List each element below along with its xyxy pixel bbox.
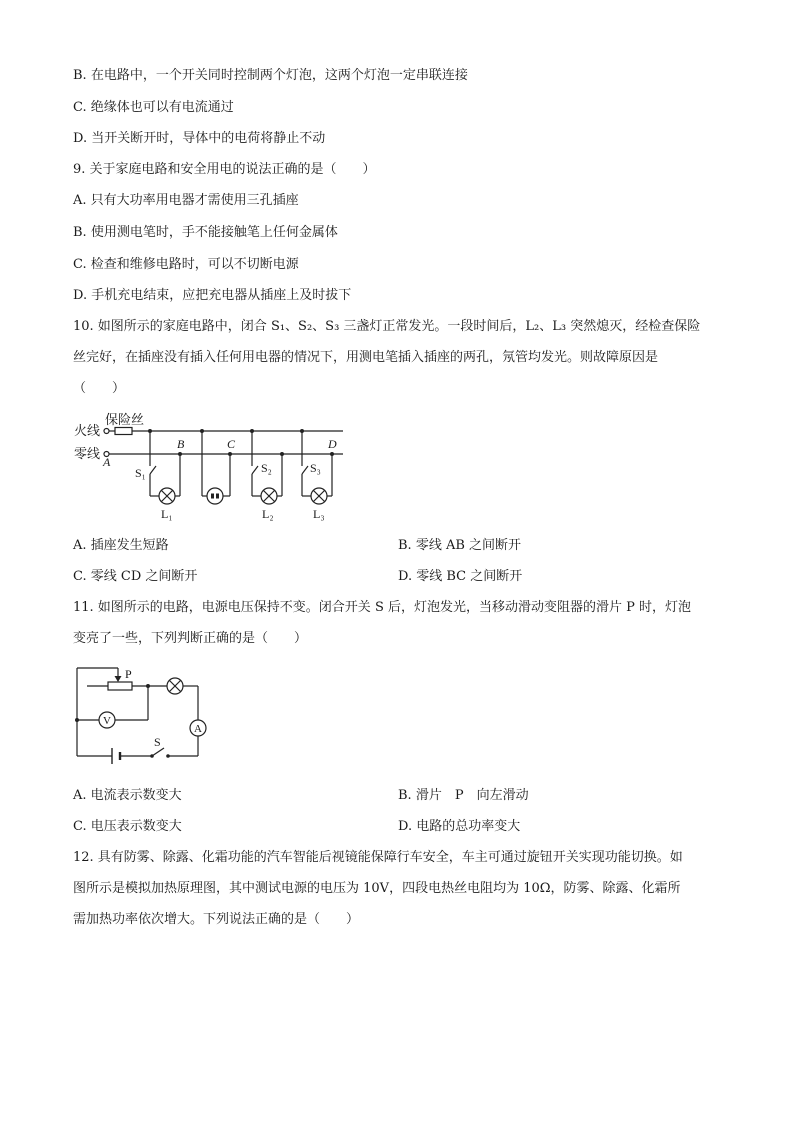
q9-stem: 9. 关于家庭电路和安全用电的说法正确的是（ ） [73,162,376,177]
q9-option-b: B. 使用测电笔时，手不能接触笔上任何金属体 [73,225,338,240]
q8-option-b: B. 在电路中，一个开关同时控制两个灯泡，这两个灯泡一定串联连接 [73,68,468,83]
q12-stem-line3: 需加热功率依次增大。下列说法正确的是（ ） [73,912,360,927]
q10-option-d: D. 零线 BC 之间断开 [398,569,523,584]
lamp-l2-label: L₂ [262,507,274,521]
point-c-label: C [227,437,236,451]
q8-option-c: C. 绝缘体也可以有电流通过 [73,100,234,115]
q9-option-a: A. 只有大功率用电器才需使用三孔插座 [73,193,299,208]
q11-stem-line1: 11. 如图所示的电路，电源电压保持不变。闭合开关 S 后，灯泡发光，当移动滑动变阻器的滑片 P 时，灯泡 [73,600,691,615]
q9-option-d: D. 手机充电结束，应把充电器从插座上及时拔下 [73,288,352,303]
q12-stem-line2: 图所示是模拟加热原理图，其中测试电源的电压为 10V，四段电热丝电阻均为 10Ω，防雾、除露、化霜所 [73,881,681,896]
q8-option-d: D. 当开关断开时，导体中的电荷将静止不动 [73,131,326,146]
live-wire-label: 火线 [74,423,101,438]
q10-stem-line1: 10. 如图所示的家庭电路中，闭合 S₁、S₂、S₃ 三盏灯正常发光。一段时间后，L₂、L₃ 突然熄灭，经检查保险 [73,319,701,334]
q12-stem-line1: 12. 具有防雾、除露、化霜功能的汽车智能后视镜能保障行车安全，车主可通过旋钮开关实现功能切换。如 [73,850,683,865]
q11-option-a: A. 电流表示数变大 [73,788,182,803]
slider-p-label: P [125,667,132,681]
q9-option-c: C. 检查和维修电路时，可以不切断电源 [73,257,299,272]
q11-stem-line2: 变亮了一些，下列判断正确的是（ ） [73,631,308,646]
point-d-label: D [328,437,337,451]
ammeter-label: A [194,723,202,735]
q11-option-d: D. 电路的总功率变大 [398,819,521,834]
neutral-wire-label: 零线 [74,446,101,461]
q10-option-a: A. 插座发生短路 [73,538,169,553]
q10-stem-line3: （ ） [73,381,126,396]
q10-stem-line2: 丝完好，在插座没有插入任何用电器的情况下，用测电笔插入插座的两孔，氖管均发光。则故障原因是 [73,350,659,365]
switch-s1-label: S₁ [135,466,146,480]
q11-circuit-diagram [72,662,217,768]
point-b-label: B [177,437,185,451]
fuse-label: 保险丝 [105,412,145,427]
switch-s3-label: S₃ [310,461,321,475]
q11-option-b: B. 滑片 P 向左滑动 [398,788,529,803]
q10-option-b: B. 零线 AB 之间断开 [398,538,522,553]
q10-option-c: C. 零线 CD 之间断开 [73,569,198,584]
switch-s2-label: S₂ [261,461,272,475]
switch-s-label: S [154,735,161,749]
point-a-label: A [103,455,111,469]
q11-option-c: C. 电压表示数变大 [73,819,182,834]
lamp-l1-label: L₁ [161,507,173,521]
lamp-l3-label: L₃ [313,507,325,521]
voltmeter-label: V [103,715,111,727]
q10-circuit-diagram [72,412,362,524]
